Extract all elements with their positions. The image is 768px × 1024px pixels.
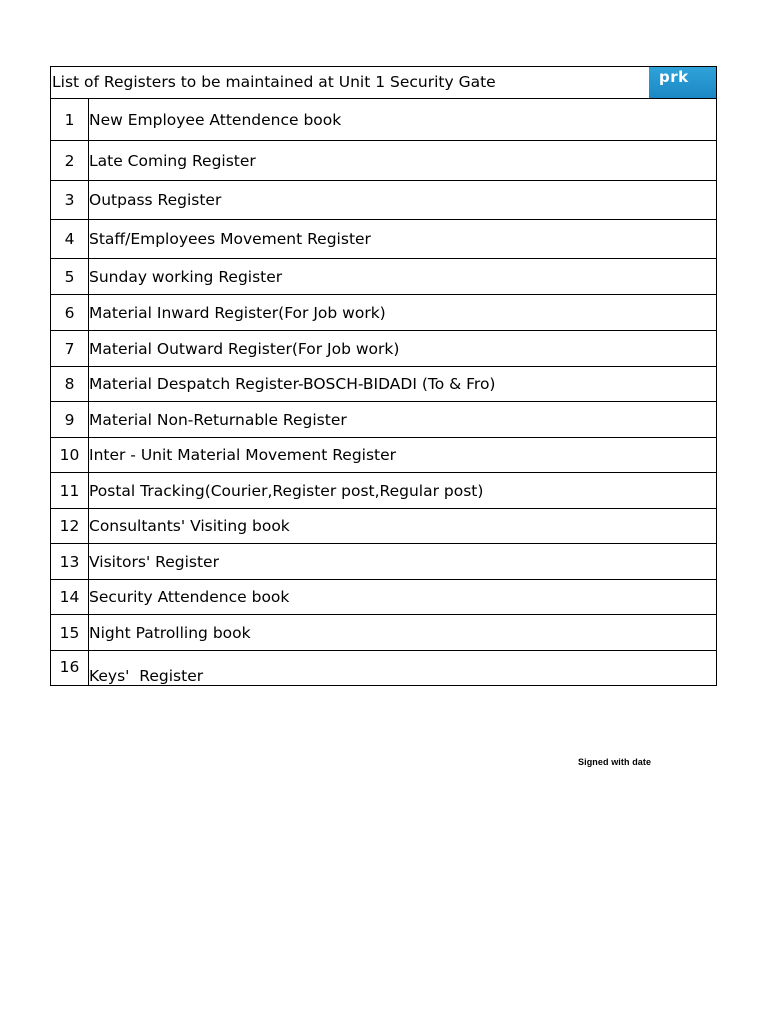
register-name: Security Attendence book [89, 580, 717, 615]
table-row [51, 295, 717, 331]
row-number: 16 [51, 651, 89, 686]
row-number: 12 [51, 509, 89, 544]
table-row [51, 438, 717, 473]
row-number: 4 [51, 220, 89, 259]
register-name: Outpass Register [89, 181, 717, 220]
row-number: 9 [51, 402, 89, 438]
row-number: 10 [51, 438, 89, 473]
table-row [51, 259, 717, 295]
table-row [51, 615, 717, 651]
row-number: 6 [51, 295, 89, 331]
row-number: 5 [51, 259, 89, 295]
register-name: Keys' Register [89, 651, 717, 686]
table-row [51, 99, 717, 141]
register-name: Consultants' Visiting book [89, 509, 717, 544]
row-number: 1 [51, 99, 89, 141]
table-row [51, 367, 717, 402]
register-name: Material Inward Register(For Job work) [89, 295, 717, 331]
register-name: Postal Tracking(Courier,Register post,Regular post) [89, 473, 717, 509]
prk-logo [649, 67, 716, 99]
register-name: Night Patrolling book [89, 615, 717, 651]
row-number: 14 [51, 580, 89, 615]
table-row [51, 141, 717, 181]
row-number: 11 [51, 473, 89, 509]
table-row [51, 331, 717, 367]
registers-sheet [50, 66, 716, 686]
logo-text: prk [659, 68, 689, 86]
table-row [51, 580, 717, 615]
register-name: Late Coming Register [89, 141, 717, 181]
table-title: List of Registers to be maintained at Unit 1 Security Gate [52, 73, 496, 91]
register-name: Material Outward Register(For Job work) [89, 331, 717, 367]
table-row [51, 402, 717, 438]
table-row [51, 220, 717, 259]
table-row [51, 651, 717, 686]
register-name: Staff/Employees Movement Register [89, 220, 717, 259]
table-header-row [51, 67, 717, 99]
row-number: 7 [51, 331, 89, 367]
row-number: 15 [51, 615, 89, 651]
table-row [51, 544, 717, 580]
table-title-cell [51, 67, 717, 99]
register-name: Material Non-Returnable Register [89, 402, 717, 438]
table-row [51, 473, 717, 509]
register-name: Inter - Unit Material Movement Register [89, 438, 717, 473]
row-number: 2 [51, 141, 89, 181]
registers-table [50, 66, 717, 686]
row-number: 3 [51, 181, 89, 220]
table-row [51, 509, 717, 544]
signature-note: Signed with date [578, 757, 652, 767]
register-name: New Employee Attendence book [89, 99, 717, 141]
register-name: Visitors' Register [89, 544, 717, 580]
register-name: Sunday working Register [89, 259, 717, 295]
register-name: Material Despatch Register-BOSCH-BIDADI (To & Fro) [89, 367, 717, 402]
table-row [51, 181, 717, 220]
row-number: 8 [51, 367, 89, 402]
row-number: 13 [51, 544, 89, 580]
